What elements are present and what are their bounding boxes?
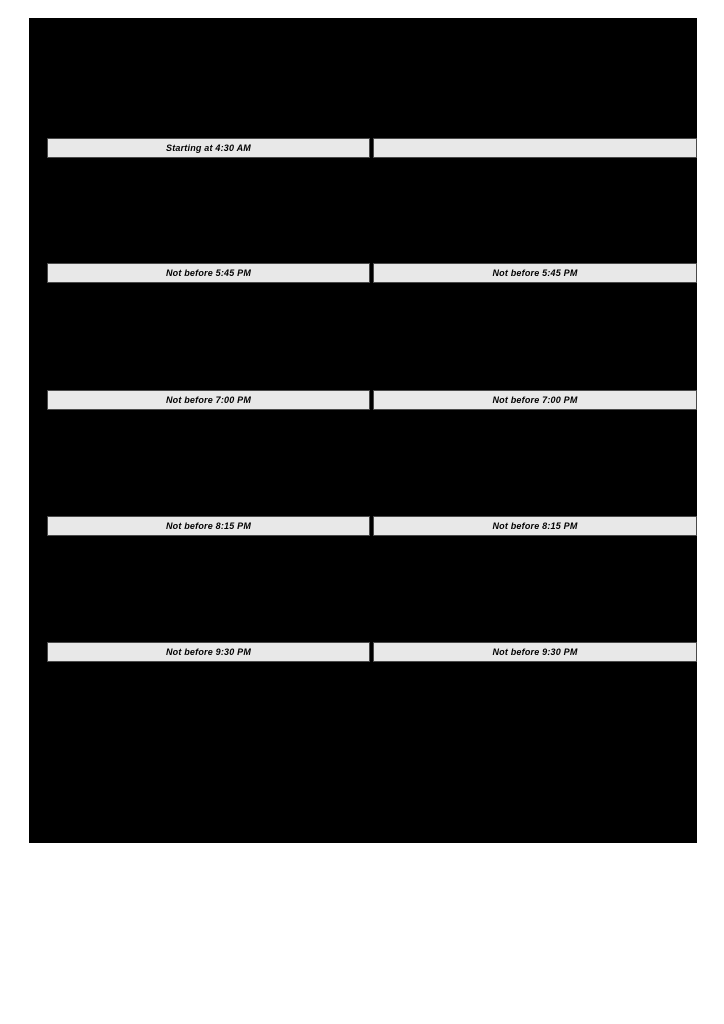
time-slot-cell-right [373,138,697,158]
time-slot-cell-left: Not before 5:45 PM [47,263,370,283]
time-slot-cell-right: Not before 5:45 PM [373,263,697,283]
time-slot-cell-left: Not before 7:00 PM [47,390,370,410]
schedule-row [29,516,697,536]
schedule-row [29,138,697,158]
time-slot-cell-right: Not before 7:00 PM [373,390,697,410]
time-slot-cell-left: Not before 9:30 PM [47,642,370,662]
schedule-row [29,390,697,410]
black-panel [29,18,697,843]
time-slot-cell-right: Not before 9:30 PM [373,642,697,662]
time-slot-cell-left: Not before 8:15 PM [47,516,370,536]
schedule-row [29,642,697,662]
schedule-row [29,263,697,283]
time-slot-cell-left: Starting at 4:30 AM [47,138,370,158]
time-slot-cell-right: Not before 8:15 PM [373,516,697,536]
